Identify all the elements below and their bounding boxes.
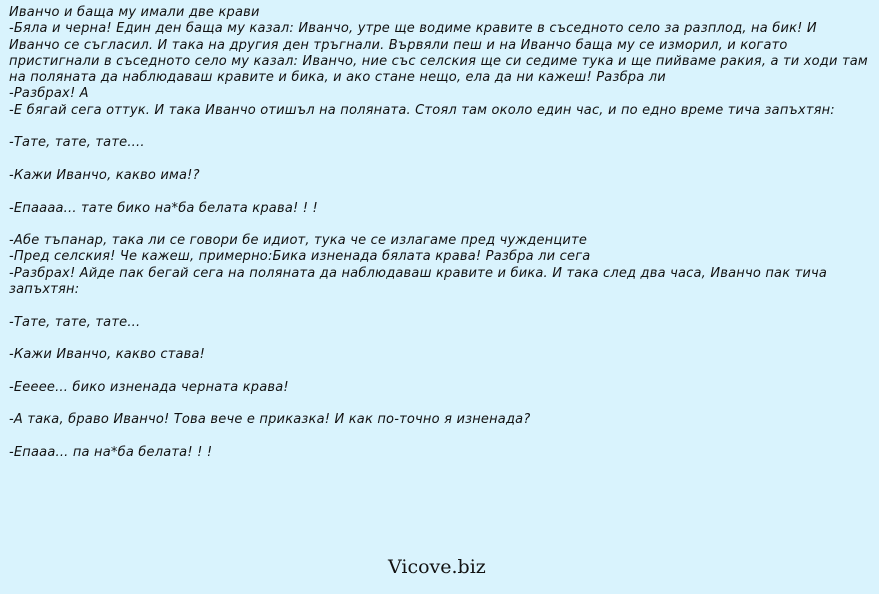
- story-paragraph: -Епаааа... тате бико на*ба белата крава! ! !: [9, 200, 318, 216]
- story-paragraph: -Кажи Иванчо, какво става!: [9, 347, 206, 363]
- spacer: [9, 396, 871, 412]
- story-paragraph: -Разбрах! Айде пак бегай сега на поляната да наблюдаваш кравите и бика. И така след два часа, Иванчо пак тича запъхтян:: [9, 265, 828, 298]
- story-paragraph: -Кажи Иванчо, какво има!?: [9, 167, 200, 183]
- spacer: [9, 429, 871, 445]
- spacer: [9, 152, 871, 168]
- spacer: [9, 298, 871, 314]
- story-paragraph: -Пред селския! Че кажеш, примерно:Бика изненада бялата крава! Разбра ли сега: [9, 249, 591, 265]
- spacer: [9, 331, 871, 347]
- story-paragraph: -Тате, тате, тате....: [9, 135, 145, 151]
- spacer: [9, 119, 871, 135]
- story-paragraph: -Тате, тате, тате...: [9, 314, 141, 330]
- story-paragraph: -Разбрах! А: [9, 86, 89, 102]
- story-paragraph: -Е бягай сега оттук. И така Иванчо отишъл на поляната. Стоял там около един час, и по едно време тича запъхтян:: [9, 102, 835, 118]
- story-paragraph: -Бяла и черна! Един ден баща му казал: Иванчо, утре ще водиме кравите в съседното село за разплод, на бик! И Иванчо се съгласил. И така на другия ден тръгнали. Вървяли пеш и на Иванчо баща му се изморил, и когато пристигнали в съседното село му казал: Иванчо, ние със селския ще си седиме тука и ще пийваме ракия, а ти ходи там на поляната да наблюдаваш кравите и бика, и ако стане нещо, ела да ни кажеш! Разбра ли: [9, 21, 868, 86]
- story-paragraph: -А така, браво Иванчо! Това вече е приказка! И как по-точно я изненада?: [9, 412, 531, 428]
- story-paragraph: -Епааа... па на*ба белата! ! !: [9, 445, 213, 461]
- joke-text: [9, 5, 871, 461]
- spacer: [9, 217, 871, 233]
- site-watermark: Vicove.biz: [388, 556, 486, 578]
- story-paragraph: -Ееееe... бико изненада черната крава!: [9, 379, 289, 395]
- spacer: [9, 184, 871, 200]
- spacer: [9, 364, 871, 380]
- story-paragraph: -Абе тъпанар, така ли се говори бе идиот, тука че се излагаме пред чужденците: [9, 233, 588, 249]
- story-title: Иванчо и баща му имали две крави: [9, 5, 260, 20]
